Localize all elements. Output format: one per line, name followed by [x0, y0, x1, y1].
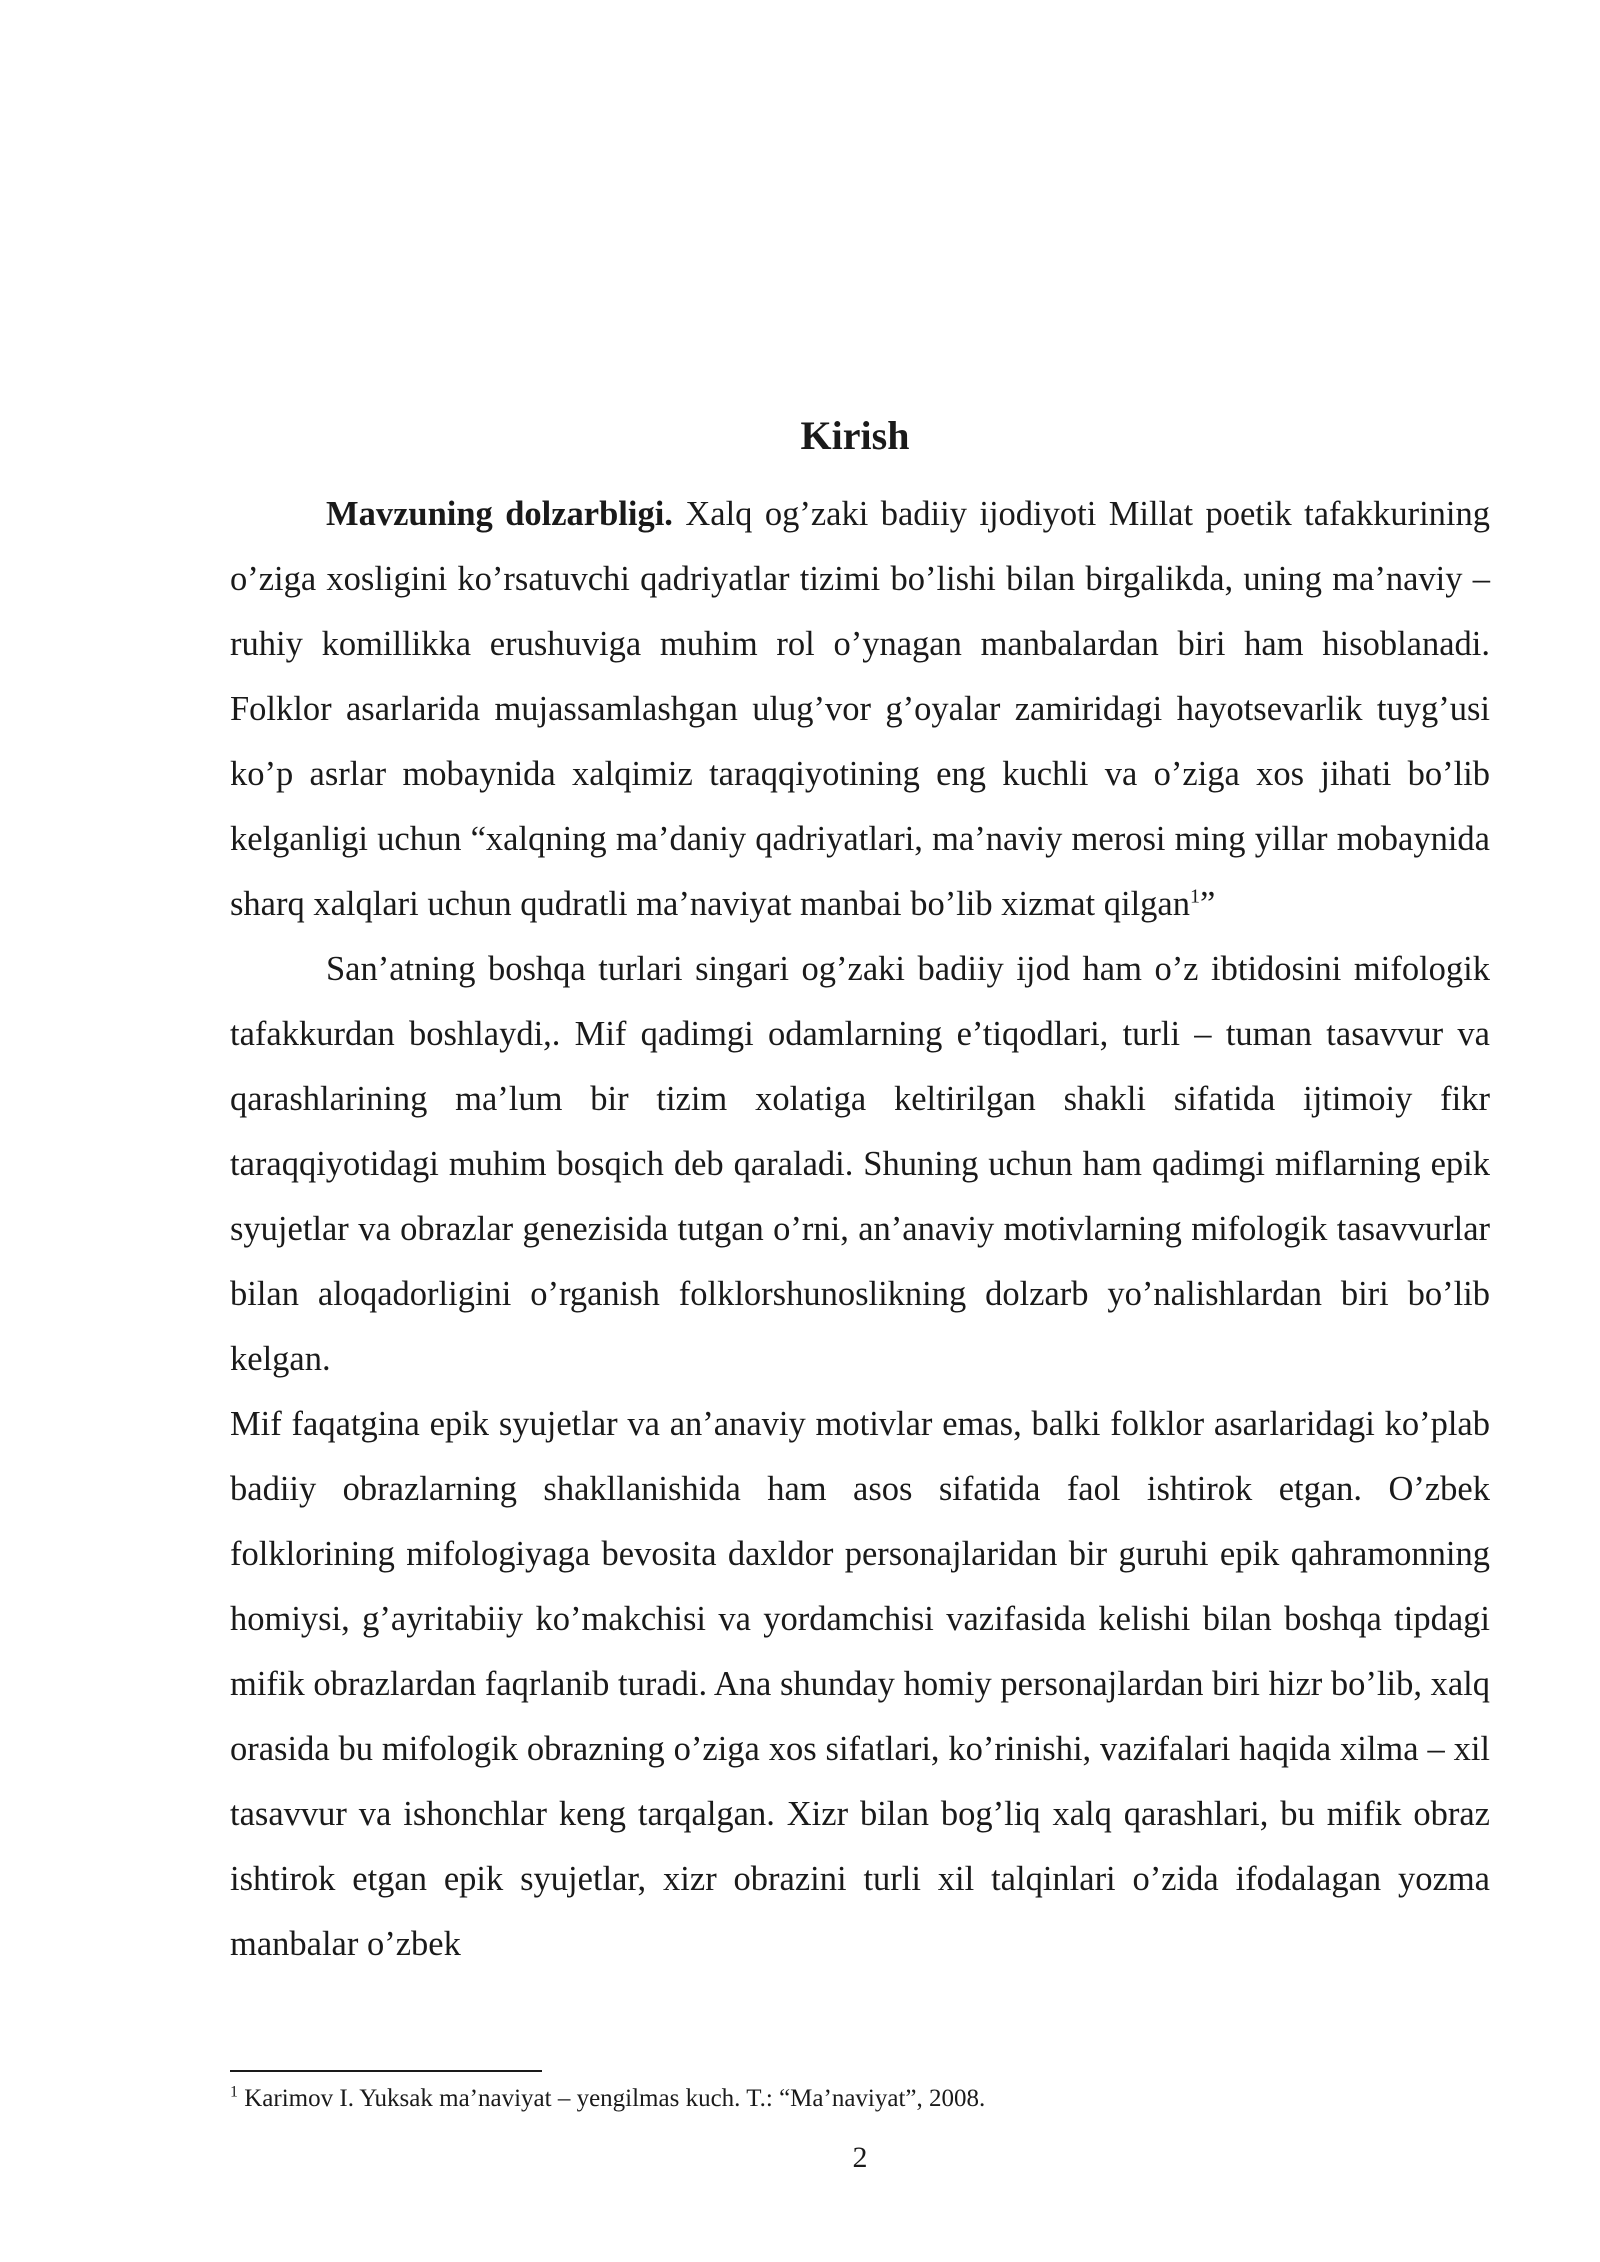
footnote-separator — [230, 2070, 542, 2072]
paragraph-1-tail: ” — [1199, 885, 1216, 923]
paragraph-3: Mif faqatgina epik syujetlar va an’anaviy motivlar emas, balki folklor asarlaridagi ko’plab badiiy obrazlarning shakllanishida ham asos sifatida faol ishtirok etgan. O’zbek folklorining mifologiyaga bevosita daxldor personajlaridan bir guruhi epik qahramonning homiysi, g’ayritabiiy ko’makchisi va yordamchisi vazifasida kelishi bilan boshqa tipdagi mifik obrazlardan faqrlanib turadi. Ana shunday homiy personajlardan biri hizr bo’lib, xalq orasida bu mifologik obrazning o’ziga xos sifatlari, ko’rinishi, vazifalari haqida xilma – xil tasavvur va ishonchlar keng tarqalgan. Xizr bilan bog’liq xalq qarashlari, bu mifik obraz ishtirok etgan epik syujetlar, xizr obrazini turli xil talqinlari o’zida ifodalagan yozma manbalar o’zbek — [230, 1405, 1490, 1963]
footnote-text: Karimov I. Yuksak ma’naviyat – yengilmas kuch. T.: “Ma’naviyat”, 2008. — [238, 2085, 986, 2112]
page-title: Kirish — [800, 413, 910, 458]
footnote-number: 1 — [230, 2083, 238, 2101]
paragraph-1 — [230, 482, 1490, 937]
page-number: 2 — [852, 2141, 868, 2174]
paragraph-1-text: Xalq og’zaki badiiy ijodiyoti Millat poetik tafakkurining o’ziga xosligini ko’rsatuvchi qadriyatlar tizimi bo’lishi bilan birgalikda, uning ma’naviy – ruhiy komillikka erushuviga muhim rol o’ynagan manbalardan biri ham hisoblanadi. Folklor asarlarida mujassamlashgan ulug’vor g’oyalar zamiridagi hayotsevarlik tuyg’usi ko’p asrlar mobaynida xalqimiz taraqqiyotining eng kuchli va o’ziga xos jihati bo’lib kelganligi uchun “xalqning ma’daniy qadriyatlari, ma’naviy merosi ming yillar mobaynida sharq xalqlari uchun qudratli ma’naviyat manbai bo’lib xizmat qilgan — [230, 495, 1490, 923]
paragraph-2: San’atning boshqa turlari singari og’zaki badiiy ijod ham o’z ibtidosini mifologik tafakkurdan boshlaydi,. Mif qadimgi odamlarning e’tiqodlari, turli – tuman tasavvur va qarashlarining ma’lum bir tizim xolatiga keltirilgan shakli sifatida ijtimoiy fikr taraqqiyotidagi muhim bosqich deb qaraladi. Shuning uchun ham qadimgi miflarning epik syujetlar va obrazlar genezisida tutgan o’rni, an’anaviy motivlarning mifologik tasavvurlar bilan aloqadorligini o’rganish folklorshunoslikning dolzarb yo’nalishlardan biri bo’lib kelgan. — [230, 950, 1490, 1378]
paragraph-1-lead: Mavzuning dolzarbligi. — [326, 495, 673, 533]
footnote-reference[interactable]: 1 — [1189, 885, 1200, 908]
body-text — [230, 482, 1490, 1977]
footnote — [230, 2084, 985, 2114]
